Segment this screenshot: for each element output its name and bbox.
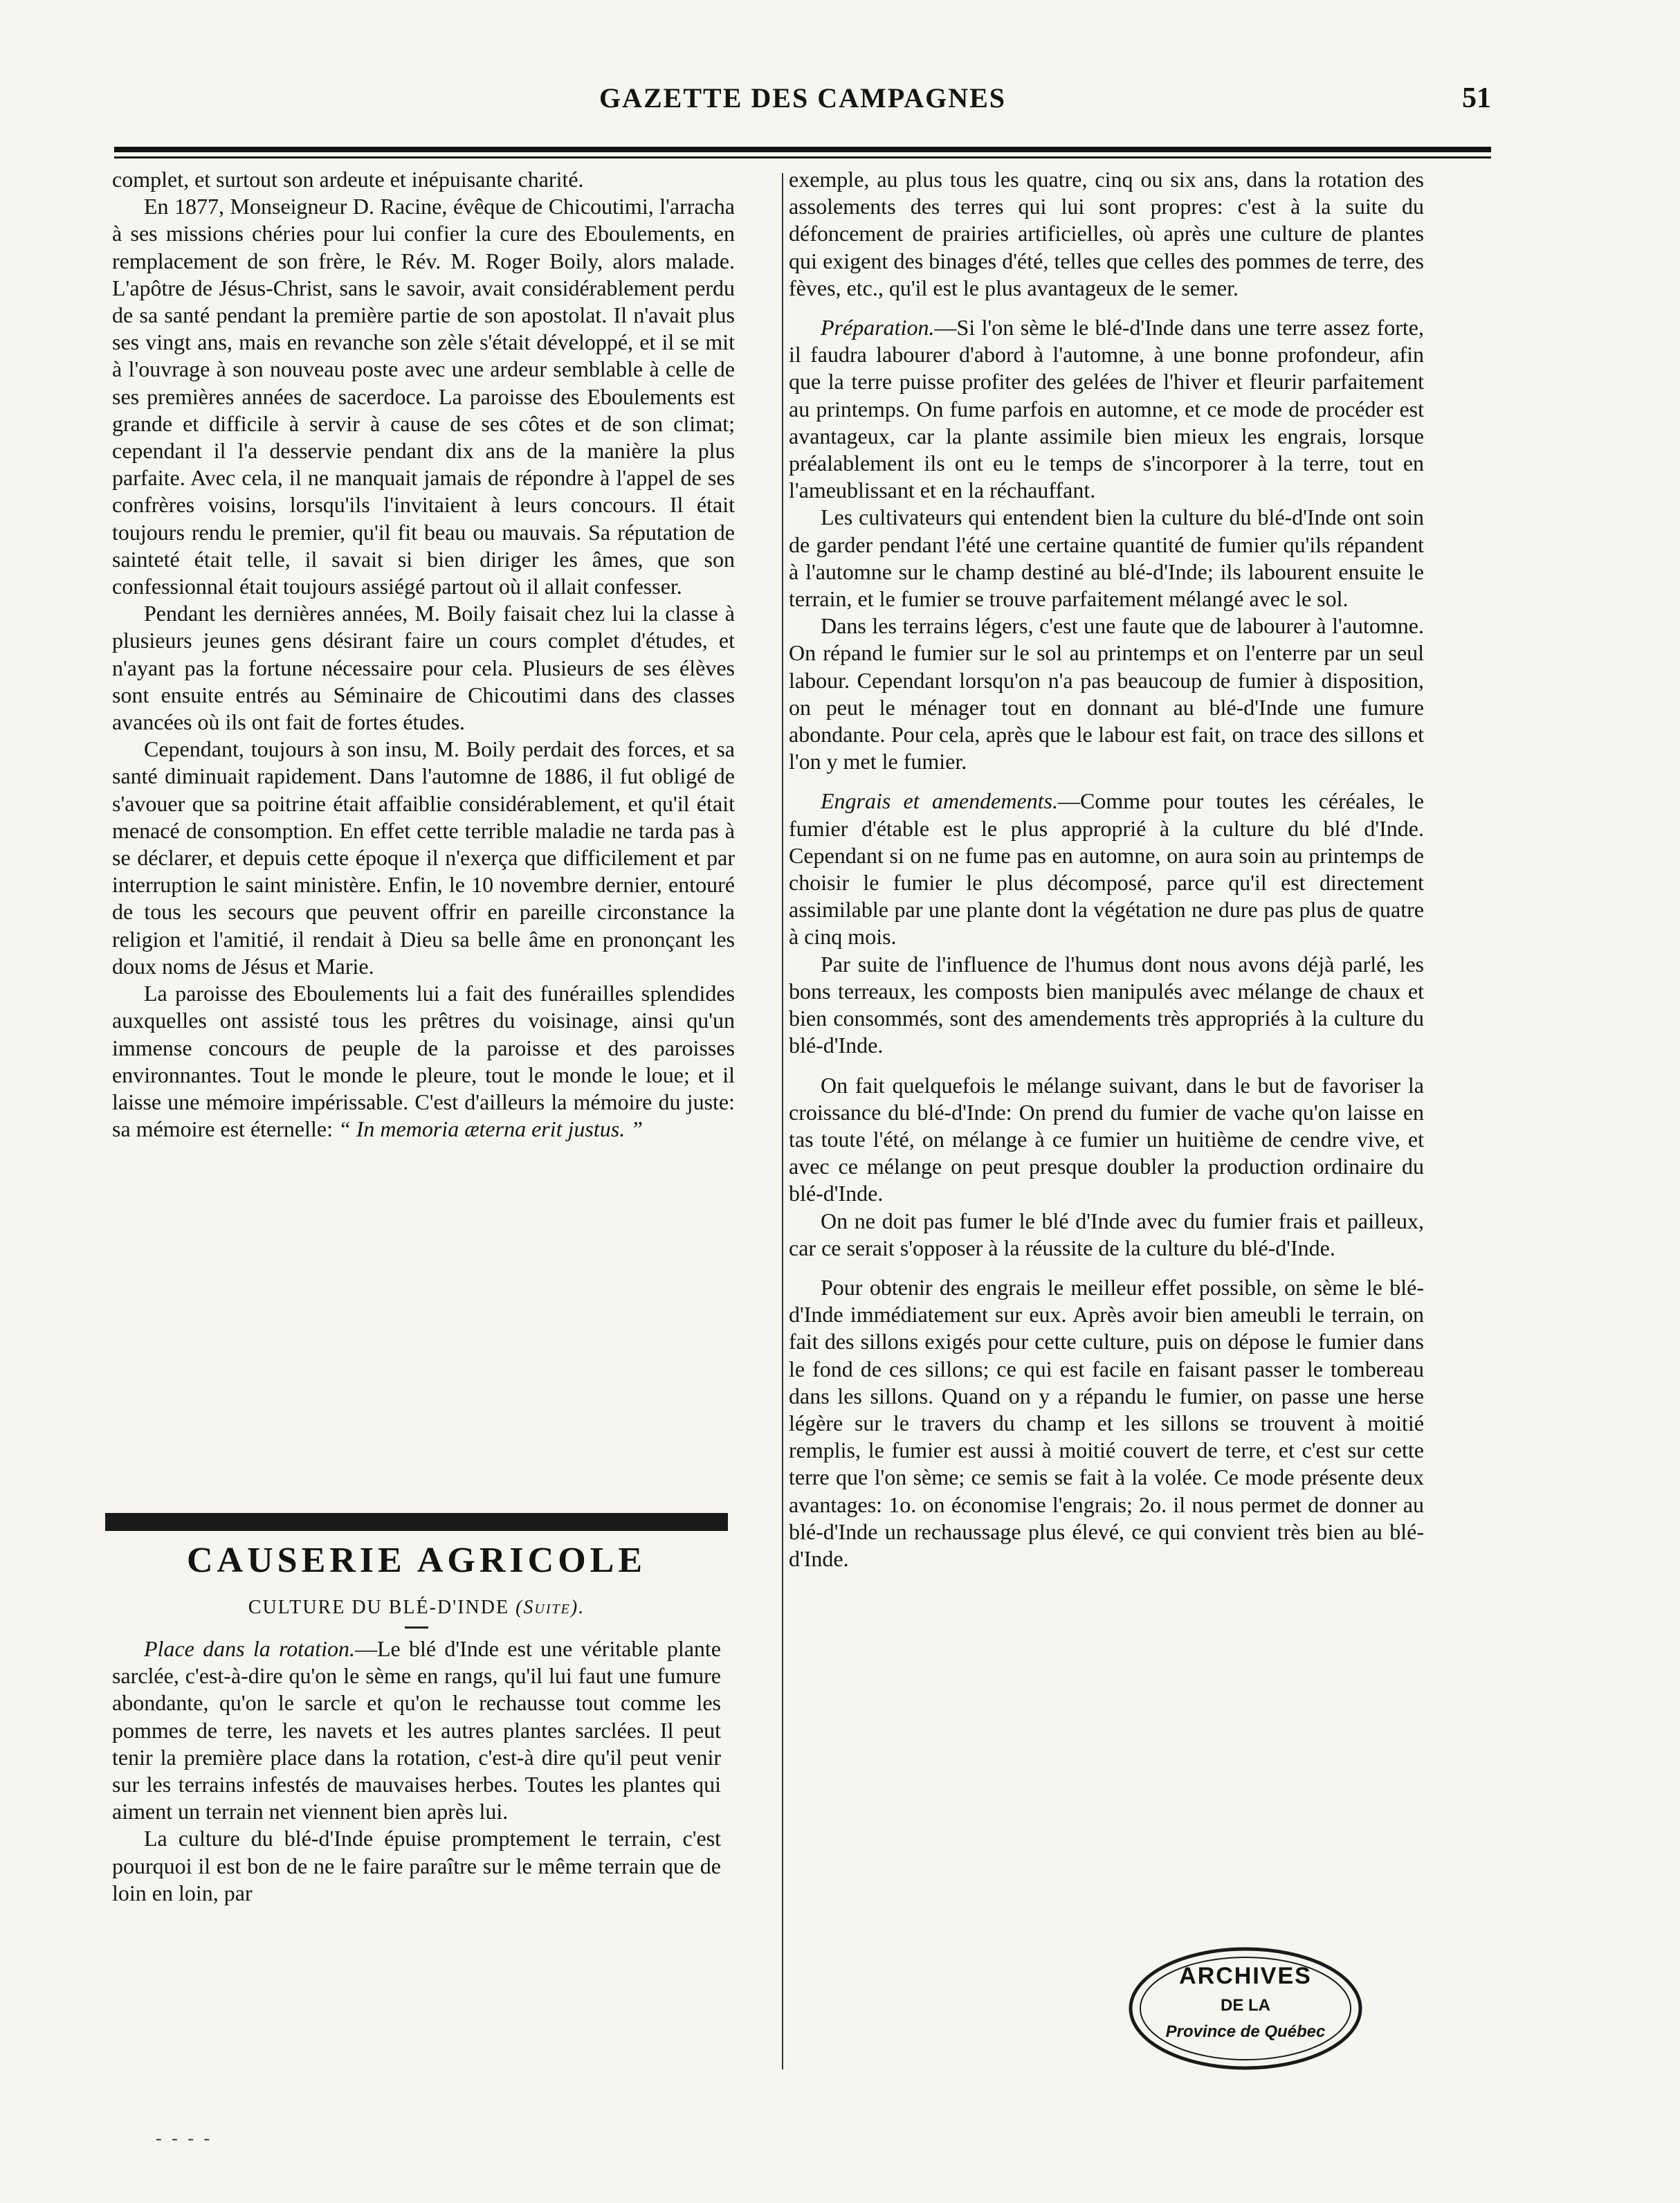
paragraph: Pendant les dernières années, M. Boily faisait chez lui la classe à plusieurs jeunes gens désirant faire un cours complet d'études, et n'ayant pas la fortune nécessaire pour cela. Plusieurs de ses élèves sont ensuite entrés au Séminaire de Chicoutimi dans des classes avancées où ils ont fait de fortes études. xyxy=(112,601,735,735)
column-divider xyxy=(782,173,783,2069)
paragraph xyxy=(789,788,1424,950)
paragraph: En 1877, Monseigneur D. Racine, évêque de Chicoutimi, l'arracha à ses missions chéries pour lui confier la cure des Eboulements, en remplacement de son frère, le Rév. M. Roger Boily, alors malade. L'apôtre de Jésus-Christ, sans le savoir, avait considérablement perdu de sa santé pendant la première partie de son apostolat. Il n'avait plus ses vingt ans, mais en revanche son zèle s'était développé, et il se mit à l'ouvrage à son nouveau poste avec une ardeur semblable à celle de ses premières années de sacerdoce. La paroisse des Eboulements est grande et difficile à servir à cause de ses côtes et de son climat; cependant il l'a desservie pendant dix ans de la manière la plus parfaite. Avec cela, il ne manquait jamais de répondre à l'appel de ses confrères voisins, lorsqu'ils l'invitaient à leurs concours. Il était toujours rendu le premier, qu'il fit beau ou mauvais. Sa réputation de sainteté était telle, il savait si bien diriger les âmes, que son confessionnal était toujours assiégé partout où il allait confesser. xyxy=(112,194,735,599)
bottom-dashes: - - - - xyxy=(156,2128,213,2148)
short-rule xyxy=(405,1626,428,1629)
paragraph-text: La paroisse des Eboulements lui a fait des funérailles splendides auxquelles ont assisté tous les prêtres du voisinage, ainsi qu'un immense concours de peuple de la paroisse et des paroisses environnantes. Tout le monde le pleure, tout le monde le loue; et il laisse une mémoire impérissable. C'est d'ailleurs la mémoire du juste: sa mémoire est éternelle: xyxy=(112,981,735,1142)
paragraph-text: —Comme pour toutes les céréales, le fumier d'étable est le plus approprié à la culture du blé d'Inde. Cependant si on ne fume pas en automne, on aura soin au printemps de choisir le fumier le plus décomposé, parce qu'il est directement assimilable par une plante dont la végétation ne dure pas plus de quatre à cinq mois. xyxy=(789,788,1424,950)
section-subtitle xyxy=(105,1597,728,1619)
header-rule-thick xyxy=(114,147,1491,152)
archives-stamp xyxy=(1126,1943,1364,2074)
publication-title: GAZETTE DES CAMPAGNES xyxy=(599,82,1006,114)
paragraph: Dans les terrains légers, c'est une faute que de labourer à l'automne. On répand le fumier sur le sol au printemps et on l'enterre par un seul labour. Cependant lorsqu'on n'a pas beaucoup de fumier à disposition, on peut le ménager tout en donnant au blé-d'Inde une fumure abondante. Pour cela, après que le labour est fait, on trace des sillons et l'on y met le fumier. xyxy=(789,613,1424,774)
paragraph: exemple, au plus tous les quatre, cinq ou six ans, dans la rotation des assolements des terres qui lui sont propres: c'est à la suite du défoncement de prairies artificielles, où après une culture de plantes qui exigent des binages d'été, telles que celles des pommes de terre, des fèves, etc., qu'il est le plus avantageux de le semer. xyxy=(789,167,1424,300)
paragraph-text: —Le blé d'Inde est une véritable plante sarclée, c'est-à-dire qu'on le sème en rangs, qu'il lui faut une fumure abondante, qu'on le sarcle et qu'on le rechausse tout comme les pommes de terre, les navets et les autres plantes sarclées. Il peut tenir la première place dans la rotation, c'est-à dire qu'il peut venir sur les terrains infestés de mauvaises herbes. Toutes les plantes qui aiment un terrain net viennent bien après lui. xyxy=(112,1636,721,1824)
paragraph-heading: Place dans la rotation. xyxy=(144,1636,355,1661)
causerie-body xyxy=(112,1635,721,1907)
section-separator-bar xyxy=(105,1513,728,1531)
paragraph: La culture du blé-d'Inde épuise promptement le terrain, c'est pourquoi il est bon de ne le faire paraître sur le même terrain que de loin en loin, par xyxy=(112,1826,721,1905)
paragraph xyxy=(789,314,1424,504)
paragraph: On ne doit pas fumer le blé d'Inde avec du fumier frais et pailleux, car ce serait s'opposer à la réussite de la culture du blé-d'Inde. xyxy=(789,1208,1424,1260)
left-column xyxy=(112,166,735,1143)
latin-quote: “ In memoria æterna erit justus. ” xyxy=(338,1116,643,1142)
stamp-line-2: DE LA xyxy=(1221,1996,1270,2015)
paragraph: Cependant, toujours à son insu, M. Boily perdait des forces, et sa santé diminuait rapidement. Dans l'automne de 1886, il fut obligé de s'avouer que sa poitrine était affaiblie considérablement, et qu'il était menacé de consomption. En effet cette terrible maladie ne tarda pas à se déclarer, et depuis cette époque il n'exerça que difficilement et par interruption le saint ministère. Enfin, le 10 novembre dernier, entouré de tous les secours que peuvent offrir en pareille circonstance la religion et l'amitié, il rendait à Dieu sa belle âme en prononçant les doux noms de Jésus et Marie. xyxy=(112,736,735,979)
header-rule-thin xyxy=(114,156,1491,158)
paragraph-text: —Si l'on sème le blé-d'Inde dans une terre assez forte, il faudra labourer d'abord à l'automne, à une bonne profondeur, afin que la terre puisse profiter des gelées de l'hiver et fleurir parfaitement au printemps. On fume parfois en automne, et ce mode de procéder est avantageux, car la plante assimile bien mieux les engrais, lorsque préalablement ils ont eu le temps de s'incorporer à la terre, tout en l'ameublissant et en la réchauffant. xyxy=(789,315,1424,503)
paragraph-heading: Préparation. xyxy=(821,315,935,341)
stamp-line-1: ARCHIVES xyxy=(1179,1963,1312,1989)
paragraph: On fait quelquefois le mélange suivant, dans le but de favoriser la croissance du blé-d'Inde: On prend du fumier de vache qu'on laisse en tas toute l'été, on mélange à ce fumier un huitième de cendre vive, et avec ce mélange on peut presque doubler la production ordinaire du blé-d'Inde. xyxy=(789,1072,1424,1206)
paragraph: Les cultivateurs qui entendent bien la culture du blé-d'Inde ont soin de garder pendant l'été une certaine quantité de fumier qu'ils répandent à l'automne sur le champ destiné au blé-d'Inde; ils labourent ensuite le terrain, et le fumier se trouve parfaitement mélangé avec le sol. xyxy=(789,505,1424,612)
page-number: 51 xyxy=(1462,82,1491,114)
paragraph-with-quote xyxy=(112,980,735,1143)
right-column xyxy=(789,166,1424,1572)
paragraph: Pour obtenir des engrais le meilleur effet possible, on sème le blé-d'Inde immédiatement sur eux. Après avoir bien ameubli le terrain, on fait des sillons exigés pour cette culture, puis on dépose le fumier dans le fond de ces sillons; ce qui est facile en faisant passer le tombereau dans les sillons. Quand on y a répandu le fumier, on passe une herse légère sur le travers du champ et les sillons se trouvent à moitié remplis, le fumier est aussi à moitié couvert de terre, et c'est sur cette terre que l'on sème; ce semis se fait à la volée. Ce mode présente deux avantages: 1o. on économise l'engrais; 2o. il nous permet de donner au blé-d'Inde un rechaussage plus élevé, ce qui convient très bien au blé-d'Inde. xyxy=(789,1274,1424,1571)
subtitle-prefix: CULTURE DU BLÉ-D'INDE xyxy=(248,1597,516,1618)
page-header xyxy=(114,82,1491,116)
paragraph: Par suite de l'influence de l'humus dont nous avons déjà parlé, les bons terreaux, les composts bien manipulés avec mélange de chaux et bien consommés, sont des amendements très appropriés à la culture du blé-d'Inde. xyxy=(789,951,1424,1058)
paragraph xyxy=(112,1635,721,1825)
paragraph: complet, et surtout son ardeute et inépuisante charité. xyxy=(112,167,584,192)
subtitle-suffix: (Suite). xyxy=(515,1597,585,1618)
section-title: CAUSERIE AGRICOLE xyxy=(186,1541,647,1580)
stamp-line-3: Province de Québec xyxy=(1165,2022,1326,2041)
paragraph-heading: Engrais et amendements. xyxy=(821,788,1058,814)
